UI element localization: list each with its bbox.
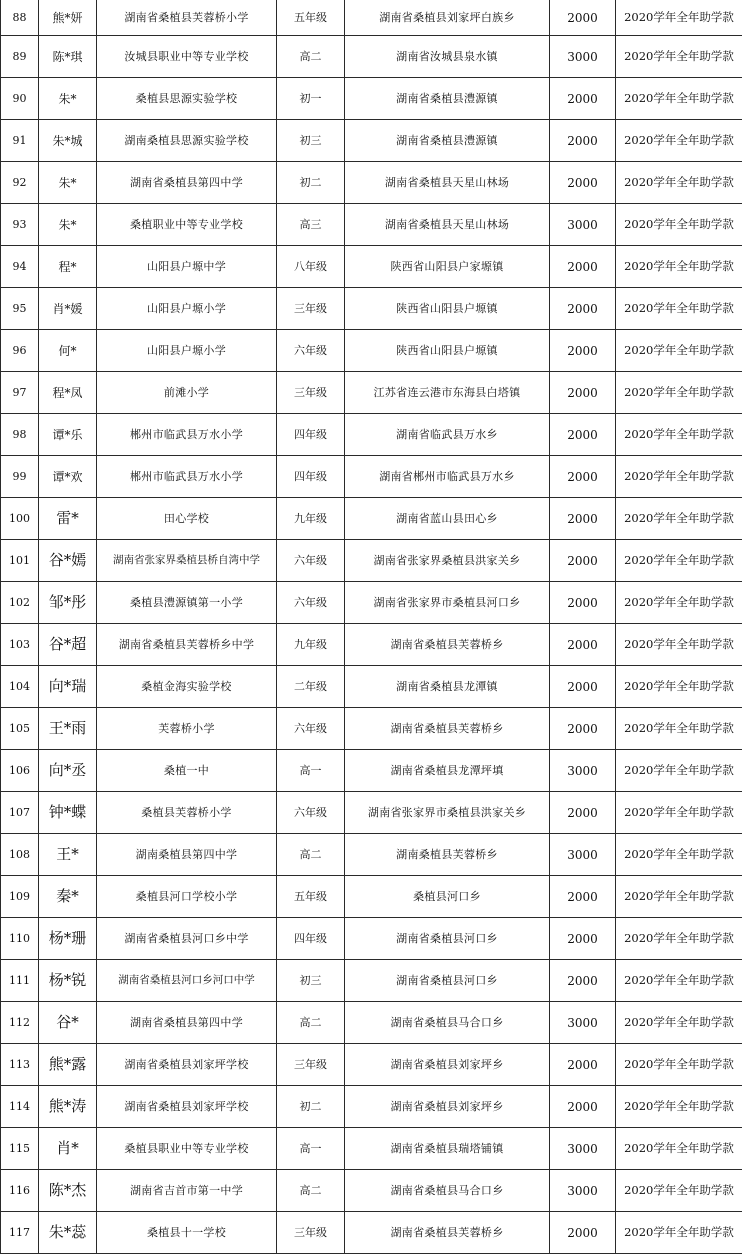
student-name: 肖*媛 [39, 288, 97, 330]
grade-level: 六年级 [277, 540, 345, 582]
grade-level: 高三 [277, 204, 345, 246]
aid-amount: 2000 [550, 120, 616, 162]
table-row [1, 666, 742, 708]
aid-amount: 2000 [550, 372, 616, 414]
home-address: 湖南省桑植县芙蓉桥乡 [345, 708, 550, 750]
aid-note: 2020学年全年助学款 [616, 708, 742, 750]
grade-level: 高二 [277, 36, 345, 78]
row-number: 95 [1, 288, 39, 330]
aid-amount: 3000 [550, 204, 616, 246]
grade-level: 六年级 [277, 792, 345, 834]
aid-note: 2020学年全年助学款 [616, 1170, 742, 1212]
school-name: 桑植县职业中等专业学校 [97, 1128, 277, 1170]
aid-note: 2020学年全年助学款 [616, 330, 742, 372]
table-row [1, 708, 742, 750]
school-name: 芙蓉桥小学 [97, 708, 277, 750]
table-row [1, 792, 742, 834]
table-row [1, 78, 742, 120]
row-number: 97 [1, 372, 39, 414]
school-name: 湖南省桑植县河口乡河口中学 [97, 960, 277, 1002]
aid-amount: 3000 [550, 1170, 616, 1212]
grade-level: 初三 [277, 120, 345, 162]
aid-amount: 3000 [550, 36, 616, 78]
row-number: 102 [1, 582, 39, 624]
student-name: 谭*乐 [39, 414, 97, 456]
school-name: 山阳县户塬小学 [97, 330, 277, 372]
aid-note: 2020学年全年助学款 [616, 1212, 742, 1254]
home-address: 湖南省桑植县马合口乡 [345, 1002, 550, 1044]
grade-level: 初三 [277, 960, 345, 1002]
aid-note: 2020学年全年助学款 [616, 540, 742, 582]
aid-note: 2020学年全年助学款 [616, 414, 742, 456]
aid-amount: 3000 [550, 750, 616, 792]
student-name: 熊*妍 [39, 0, 97, 36]
row-number: 103 [1, 624, 39, 666]
row-number: 93 [1, 204, 39, 246]
table-row [1, 498, 742, 540]
row-number: 111 [1, 960, 39, 1002]
home-address: 湖南省桑植县刘家坪白族乡 [345, 0, 550, 36]
school-name: 湖南省桑植县芙蓉桥小学 [97, 0, 277, 36]
table-row [1, 1212, 742, 1254]
home-address: 湖南省桑植县刘家坪乡 [345, 1044, 550, 1086]
school-name: 郴州市临武县万水小学 [97, 456, 277, 498]
home-address: 湖南省桑植县天星山林场 [345, 162, 550, 204]
grade-level: 高二 [277, 1002, 345, 1044]
aid-amount: 2000 [550, 414, 616, 456]
aid-note: 2020学年全年助学款 [616, 1002, 742, 1044]
aid-note: 2020学年全年助学款 [616, 960, 742, 1002]
table-row [1, 1002, 742, 1044]
grade-level: 四年级 [277, 414, 345, 456]
row-number: 91 [1, 120, 39, 162]
student-name: 熊*露 [39, 1044, 97, 1086]
row-number: 107 [1, 792, 39, 834]
home-address: 湖南省桑植县龙潭镇 [345, 666, 550, 708]
aid-amount: 3000 [550, 1002, 616, 1044]
school-name: 湖南省吉首市第一中学 [97, 1170, 277, 1212]
home-address: 湖南省桑植县澧源镇 [345, 78, 550, 120]
aid-note: 2020学年全年助学款 [616, 1128, 742, 1170]
aid-note: 2020学年全年助学款 [616, 624, 742, 666]
student-name: 王*雨 [39, 708, 97, 750]
school-name: 湖南桑植县思源实验学校 [97, 120, 277, 162]
school-name: 桑植县芙蓉桥小学 [97, 792, 277, 834]
student-name: 谭*欢 [39, 456, 97, 498]
student-name: 谷*嫣 [39, 540, 97, 582]
table-row [1, 246, 742, 288]
student-name: 杨*锐 [39, 960, 97, 1002]
school-name: 桑植县河口学校小学 [97, 876, 277, 918]
home-address: 湖南省张家界市桑植县河口乡 [345, 582, 550, 624]
aid-amount: 2000 [550, 162, 616, 204]
row-number: 100 [1, 498, 39, 540]
home-address: 湖南省桑植县河口乡 [345, 960, 550, 1002]
home-address: 湖南省桑植县天星山林场 [345, 204, 550, 246]
aid-note: 2020学年全年助学款 [616, 204, 742, 246]
aid-note: 2020学年全年助学款 [616, 162, 742, 204]
aid-amount: 2000 [550, 624, 616, 666]
school-name: 湖南省桑植县芙蓉桥乡中学 [97, 624, 277, 666]
school-name: 湖南桑植县第四中学 [97, 834, 277, 876]
row-number: 92 [1, 162, 39, 204]
table-row [1, 960, 742, 1002]
grade-level: 三年级 [277, 372, 345, 414]
grade-level: 高一 [277, 1128, 345, 1170]
school-name: 山阳县户塬中学 [97, 246, 277, 288]
school-name: 桑植一中 [97, 750, 277, 792]
school-name: 湖南省桑植县第四中学 [97, 1002, 277, 1044]
school-name: 湖南省张家界桑植县桥自湾中学 [97, 540, 277, 582]
home-address: 湖南省桑植县龙潭坪填 [345, 750, 550, 792]
aid-note: 2020学年全年助学款 [616, 792, 742, 834]
row-number: 89 [1, 36, 39, 78]
aid-amount: 2000 [550, 582, 616, 624]
table-row [1, 162, 742, 204]
student-name: 朱* [39, 204, 97, 246]
aid-amount: 2000 [550, 540, 616, 582]
school-name: 田心学校 [97, 498, 277, 540]
school-name: 湖南省桑植县刘家坪学校 [97, 1044, 277, 1086]
aid-note: 2020学年全年助学款 [616, 834, 742, 876]
home-address: 湖南省桑植县澧源镇 [345, 120, 550, 162]
aid-note: 2020学年全年助学款 [616, 666, 742, 708]
student-name: 谷*超 [39, 624, 97, 666]
home-address: 湖南省桑植县芙蓉桥乡 [345, 1212, 550, 1254]
student-name: 邹*彤 [39, 582, 97, 624]
aid-note: 2020学年全年助学款 [616, 288, 742, 330]
student-name: 朱*蕊 [39, 1212, 97, 1254]
aid-note: 2020学年全年助学款 [616, 372, 742, 414]
aid-note: 2020学年全年助学款 [616, 78, 742, 120]
school-name: 桑植县思源实验学校 [97, 78, 277, 120]
school-name: 山阳县户塬小学 [97, 288, 277, 330]
table-row [1, 288, 742, 330]
aid-note: 2020学年全年助学款 [616, 918, 742, 960]
home-address: 湖南省桑植县芙蓉桥乡 [345, 624, 550, 666]
student-name: 向*瑞 [39, 666, 97, 708]
row-number: 109 [1, 876, 39, 918]
table-row [1, 1044, 742, 1086]
row-number: 90 [1, 78, 39, 120]
grade-level: 初二 [277, 162, 345, 204]
row-number: 106 [1, 750, 39, 792]
home-address: 陕西省山阳县户塬镇 [345, 330, 550, 372]
aid-note: 2020学年全年助学款 [616, 36, 742, 78]
row-number: 110 [1, 918, 39, 960]
school-name: 桑植金海实验学校 [97, 666, 277, 708]
aid-amount: 2000 [550, 1212, 616, 1254]
aid-amount: 2000 [550, 246, 616, 288]
student-name: 陈*杰 [39, 1170, 97, 1212]
grade-level: 六年级 [277, 330, 345, 372]
row-number: 104 [1, 666, 39, 708]
row-number: 117 [1, 1212, 39, 1254]
student-name: 钟*蝶 [39, 792, 97, 834]
row-number: 99 [1, 456, 39, 498]
table-row [1, 834, 742, 876]
student-name: 陈*琪 [39, 36, 97, 78]
grade-level: 初二 [277, 1086, 345, 1128]
row-number: 88 [1, 0, 39, 36]
student-name: 向*丞 [39, 750, 97, 792]
row-number: 105 [1, 708, 39, 750]
home-address: 湖南省汝城县泉水镇 [345, 36, 550, 78]
school-name: 桑植县十一学校 [97, 1212, 277, 1254]
school-name: 桑植职业中等专业学校 [97, 204, 277, 246]
student-name: 何* [39, 330, 97, 372]
row-number: 94 [1, 246, 39, 288]
grade-level: 六年级 [277, 708, 345, 750]
aid-note: 2020学年全年助学款 [616, 456, 742, 498]
row-number: 112 [1, 1002, 39, 1044]
school-name: 湖南省桑植县第四中学 [97, 162, 277, 204]
aid-note: 2020学年全年助学款 [616, 498, 742, 540]
school-name: 郴州市临武县万水小学 [97, 414, 277, 456]
home-address: 湖南省桑植县河口乡 [345, 918, 550, 960]
table-row [1, 750, 742, 792]
table-row [1, 456, 742, 498]
table-row [1, 204, 742, 246]
student-name: 秦* [39, 876, 97, 918]
student-name: 程*凤 [39, 372, 97, 414]
aid-note: 2020学年全年助学款 [616, 246, 742, 288]
table-row [1, 36, 742, 78]
home-address: 江苏省连云港市东海县白塔镇 [345, 372, 550, 414]
aid-note: 2020学年全年助学款 [616, 120, 742, 162]
grade-level: 四年级 [277, 918, 345, 960]
row-number: 96 [1, 330, 39, 372]
home-address: 湖南省张家界市桑植县洪家关乡 [345, 792, 550, 834]
row-number: 116 [1, 1170, 39, 1212]
school-name: 前滩小学 [97, 372, 277, 414]
table-row [1, 624, 742, 666]
grade-level: 六年级 [277, 582, 345, 624]
home-address: 湖南省张家界桑植县洪家关乡 [345, 540, 550, 582]
home-address: 陕西省山阳县户家塬镇 [345, 246, 550, 288]
student-name: 熊*涛 [39, 1086, 97, 1128]
school-name: 湖南省桑植县河口乡中学 [97, 918, 277, 960]
table-row [1, 1128, 742, 1170]
student-name: 程* [39, 246, 97, 288]
home-address: 湖南省蓝山县田心乡 [345, 498, 550, 540]
aid-amount: 2000 [550, 1086, 616, 1128]
aid-amount: 2000 [550, 1044, 616, 1086]
home-address: 湖南省郴州市临武县万水乡 [345, 456, 550, 498]
school-name: 汝城县职业中等专业学校 [97, 36, 277, 78]
aid-amount: 2000 [550, 78, 616, 120]
table-row [1, 414, 742, 456]
home-address: 湖南省临武县万水乡 [345, 414, 550, 456]
table-row [1, 120, 742, 162]
grade-level: 三年级 [277, 1212, 345, 1254]
aid-amount: 2000 [550, 456, 616, 498]
aid-note: 2020学年全年助学款 [616, 582, 742, 624]
row-number: 114 [1, 1086, 39, 1128]
aid-amount: 2000 [550, 960, 616, 1002]
school-name: 桑植县澧源镇第一小学 [97, 582, 277, 624]
aid-amount: 2000 [550, 666, 616, 708]
aid-amount: 3000 [550, 834, 616, 876]
table-body [1, 0, 742, 1254]
aid-note: 2020学年全年助学款 [616, 1044, 742, 1086]
grade-level: 初一 [277, 78, 345, 120]
row-number: 98 [1, 414, 39, 456]
home-address: 湖南省桑植县刘家坪乡 [345, 1086, 550, 1128]
grade-level: 高一 [277, 750, 345, 792]
student-name: 朱*城 [39, 120, 97, 162]
aid-amount: 2000 [550, 792, 616, 834]
student-name: 杨*珊 [39, 918, 97, 960]
student-name: 朱* [39, 162, 97, 204]
aid-note: 2020学年全年助学款 [616, 0, 742, 36]
grade-level: 高二 [277, 834, 345, 876]
row-number: 101 [1, 540, 39, 582]
student-name: 谷* [39, 1002, 97, 1044]
aid-amount: 3000 [550, 1128, 616, 1170]
aid-note: 2020学年全年助学款 [616, 1086, 742, 1128]
grade-level: 高二 [277, 1170, 345, 1212]
table-row [1, 1086, 742, 1128]
grade-level: 四年级 [277, 456, 345, 498]
student-name: 王* [39, 834, 97, 876]
aid-note: 2020学年全年助学款 [616, 750, 742, 792]
home-address: 湖南桑植县芙蓉桥乡 [345, 834, 550, 876]
grade-level: 九年级 [277, 498, 345, 540]
grade-level: 九年级 [277, 624, 345, 666]
student-name: 肖* [39, 1128, 97, 1170]
student-name: 雷* [39, 498, 97, 540]
table-row [1, 582, 742, 624]
table-row [1, 372, 742, 414]
grade-level: 二年级 [277, 666, 345, 708]
aid-note: 2020学年全年助学款 [616, 876, 742, 918]
table-row [1, 876, 742, 918]
aid-amount: 2000 [550, 330, 616, 372]
row-number: 115 [1, 1128, 39, 1170]
table-row [1, 330, 742, 372]
grade-level: 三年级 [277, 288, 345, 330]
aid-amount: 2000 [550, 708, 616, 750]
aid-amount: 2000 [550, 0, 616, 36]
aid-amount: 2000 [550, 498, 616, 540]
school-name: 湖南省桑植县刘家坪学校 [97, 1086, 277, 1128]
table-row [1, 1170, 742, 1212]
grade-level: 五年级 [277, 876, 345, 918]
table-row [1, 0, 742, 36]
aid-amount: 2000 [550, 288, 616, 330]
home-address: 陕西省山阳县户塬镇 [345, 288, 550, 330]
home-address: 桑植县河口乡 [345, 876, 550, 918]
home-address: 湖南省桑植县瑞塔铺镇 [345, 1128, 550, 1170]
table-row [1, 540, 742, 582]
table-row [1, 918, 742, 960]
row-number: 108 [1, 834, 39, 876]
aid-amount: 2000 [550, 918, 616, 960]
grade-level: 五年级 [277, 0, 345, 36]
aid-amount: 2000 [550, 876, 616, 918]
student-name: 朱* [39, 78, 97, 120]
grade-level: 八年级 [277, 246, 345, 288]
row-number: 113 [1, 1044, 39, 1086]
home-address: 湖南省桑植县马合口乡 [345, 1170, 550, 1212]
grade-level: 三年级 [277, 1044, 345, 1086]
